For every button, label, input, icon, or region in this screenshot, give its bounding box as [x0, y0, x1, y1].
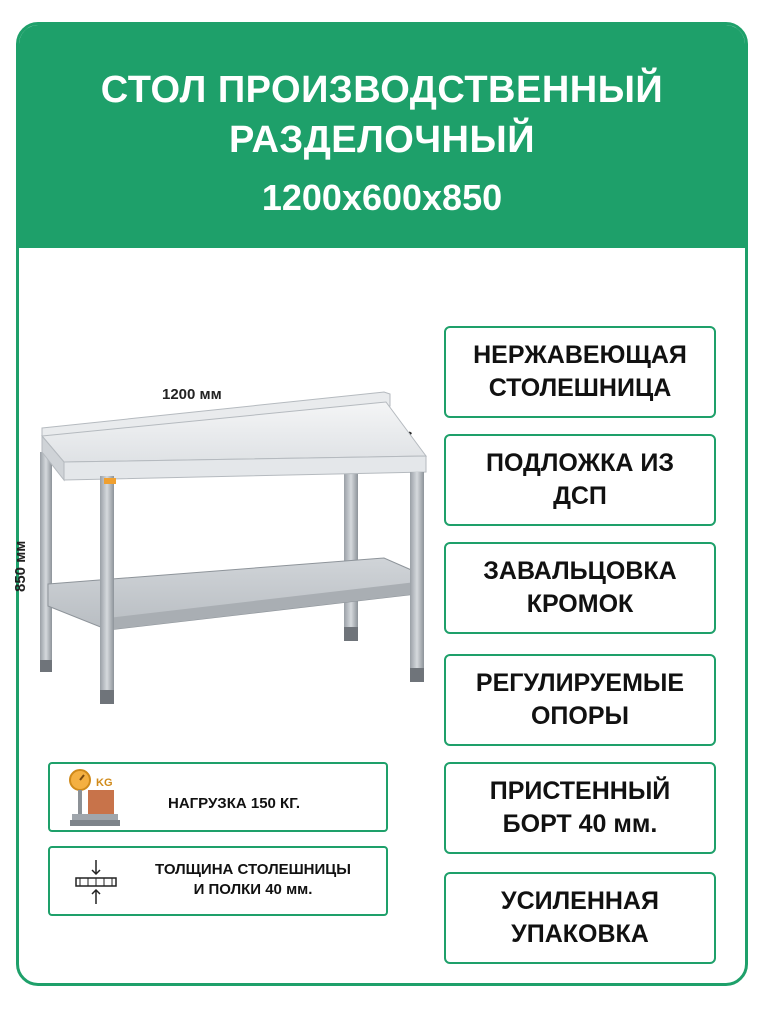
title-line-1: СТОЛ ПРОИЗВОДСТВЕННЫЙ — [100, 69, 664, 111]
feature-line-1: ЗАВАЛЬЦОВКА — [483, 557, 677, 585]
load-spec-box — [48, 762, 388, 832]
feature-line-1: ПРИСТЕННЫЙ — [489, 777, 671, 805]
feature-line-2: КРОМОК — [526, 590, 634, 618]
feature-reinforced-packaging — [444, 872, 716, 964]
feature-stainless-top — [444, 326, 716, 418]
feature-wall-upstand — [444, 762, 716, 854]
table-illustration — [24, 372, 444, 732]
feature-adjustable-feet — [444, 654, 716, 746]
feature-line-1: УСИЛЕННАЯ — [501, 887, 659, 915]
load-spec-text: НАГРУЗКА 150 КГ. — [168, 795, 301, 812]
thickness-icon — [68, 852, 124, 912]
feature-line-2: БОРТ 40 мм. — [502, 810, 658, 838]
dimension-width-label: 1200 мм — [162, 386, 222, 403]
feature-line-1: НЕРЖАВЕЮЩАЯ — [473, 341, 687, 369]
feature-rolled-edges — [444, 542, 716, 634]
title-banner — [19, 25, 745, 248]
dimension-height-label: 850 мм — [12, 540, 29, 592]
thickness-spec-text — [128, 860, 378, 900]
title-dimensions: 1200x600x850 — [261, 177, 503, 218]
feature-line-2: ДСП — [553, 482, 607, 510]
feature-line-2: СТОЛЕШНИЦА — [488, 374, 672, 402]
scale-kg-icon — [68, 768, 128, 830]
thickness-spec-box — [48, 846, 388, 916]
feature-chipboard-base — [444, 434, 716, 526]
feature-line-2: УПАКОВКА — [511, 920, 649, 948]
feature-line-2: ОПОРЫ — [530, 702, 629, 730]
thickness-spec-line-1: ТОЛЩИНА СТОЛЕШНИЦЫ — [155, 861, 351, 878]
thickness-spec-line-2: И ПОЛКИ 40 мм. — [193, 881, 313, 898]
feature-line-1: ПОДЛОЖКА ИЗ — [485, 449, 675, 477]
scale-kg-label: KG — [96, 777, 113, 789]
feature-line-1: РЕГУЛИРУЕМЫЕ — [475, 669, 685, 697]
title-line-2: РАЗДЕЛОЧНЫЙ — [228, 119, 536, 161]
